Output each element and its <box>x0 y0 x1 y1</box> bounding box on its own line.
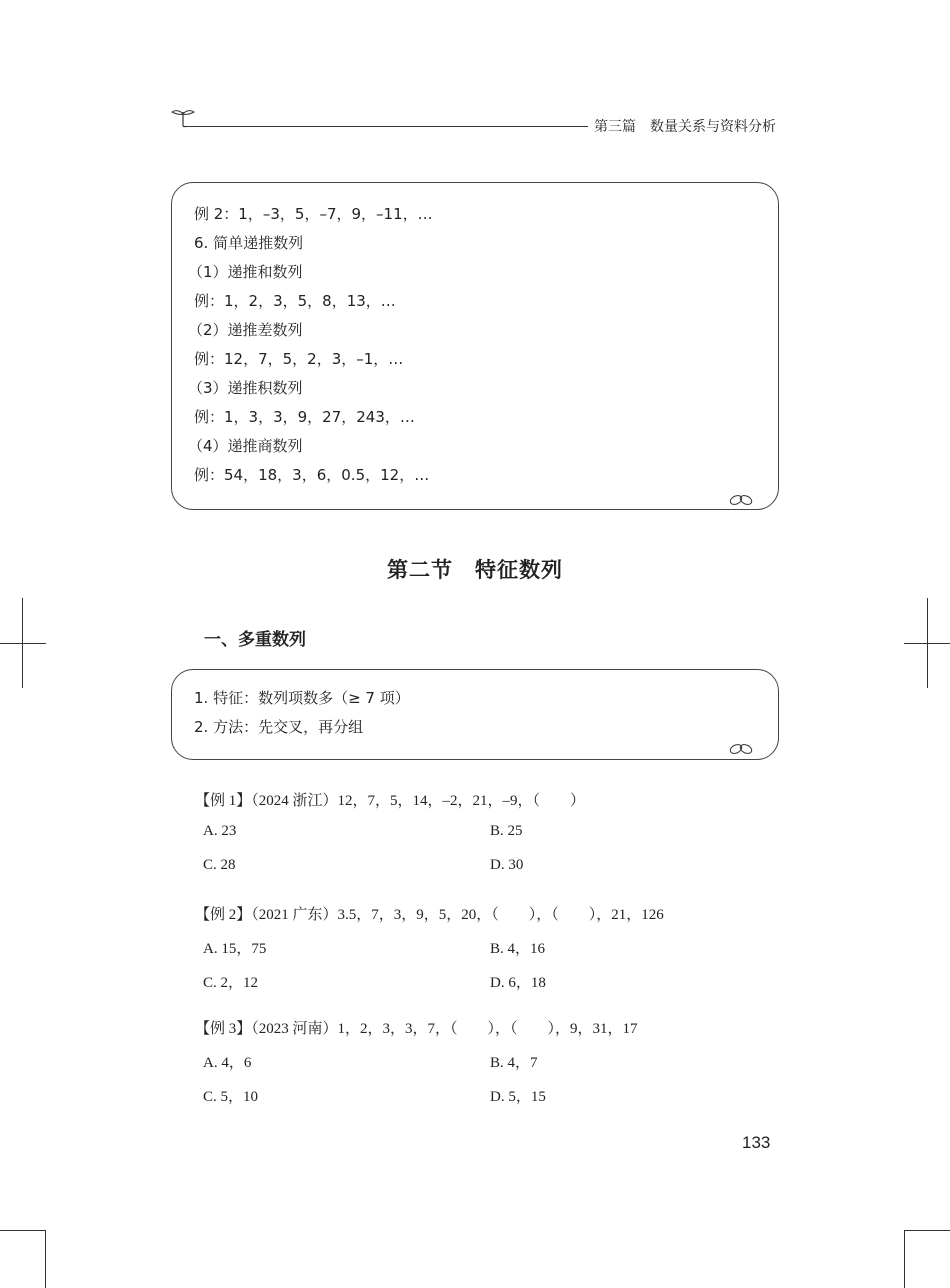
option: C. 2，12 <box>203 975 259 991</box>
crop-mark-bottom-left-v <box>45 1230 46 1288</box>
option: B. 4，7 <box>490 1055 538 1071</box>
example-stem: 【例 3】（2023 河南）1，2，3，3，7，（ ），（ ），9，31，17 <box>195 1021 638 1037</box>
box1-line: 例：1，2，3，5，8，13，… <box>194 292 396 310</box>
option: B. 4，16 <box>490 941 546 957</box>
option: B. 25 <box>490 823 523 839</box>
leaf-pair-icon <box>728 742 754 756</box>
box1-line: 例：1，3，3，9，27，243，… <box>194 408 415 426</box>
option: C. 5，10 <box>203 1089 259 1105</box>
crop-mark-bottom-right-h <box>904 1230 950 1231</box>
example-stem: 【例 2】（2021 广东）3.5，7，3，9，5，20，（ ），（ ），21，126 <box>195 907 664 923</box>
example-stem: 【例 1】（2024 浙江）12，7，5，14，–2，21，–9，（ ） <box>195 793 586 809</box>
page-number: 133 <box>742 1133 771 1152</box>
leaf-pair-icon <box>728 493 754 507</box>
box2-line: 2. 方法：先交叉，再分组 <box>194 718 364 736</box>
box2-line: 1. 特征：数列项数多（≥ 7 项） <box>194 689 410 707</box>
box1-line: 例 2：1，–3，5，–7，9，–11，… <box>194 205 433 223</box>
option: A. 4，6 <box>203 1055 252 1071</box>
option: A. 15，75 <box>203 941 267 957</box>
section-title: 第二节 特征数列 <box>387 557 563 582</box>
box1-line: （2）递推差数列 <box>188 321 303 339</box>
box1-line: 例：54，18，3，6，0.5，12，… <box>194 466 430 484</box>
option: A. 23 <box>203 823 237 839</box>
info-box-recursive-sequences <box>171 182 779 510</box>
box1-line: 例：12，7，5，2，3，–1，… <box>194 350 404 368</box>
box1-line: （3）递推积数列 <box>188 379 303 397</box>
crop-mark-bottom-left-h <box>0 1230 46 1231</box>
option: C. 28 <box>203 857 236 873</box>
crop-mark-left-horizontal <box>0 643 46 644</box>
info-box-multiple-sequence <box>171 669 779 760</box>
header-title: 第三篇 数量关系与资料分析 <box>594 119 776 135</box>
box1-line: （1）递推和数列 <box>188 263 303 281</box>
box1-line: （4）递推商数列 <box>188 437 303 455</box>
option: D. 5，15 <box>490 1089 546 1105</box>
option: D. 6，18 <box>490 975 546 991</box>
subsection-title: 一、多重数列 <box>204 630 306 650</box>
option: D. 30 <box>490 857 524 873</box>
box1-line: 6. 简单递推数列 <box>194 234 304 252</box>
crop-mark-bottom-right-v <box>904 1230 905 1288</box>
header-rule <box>183 126 588 127</box>
crop-mark-right-horizontal <box>904 643 950 644</box>
